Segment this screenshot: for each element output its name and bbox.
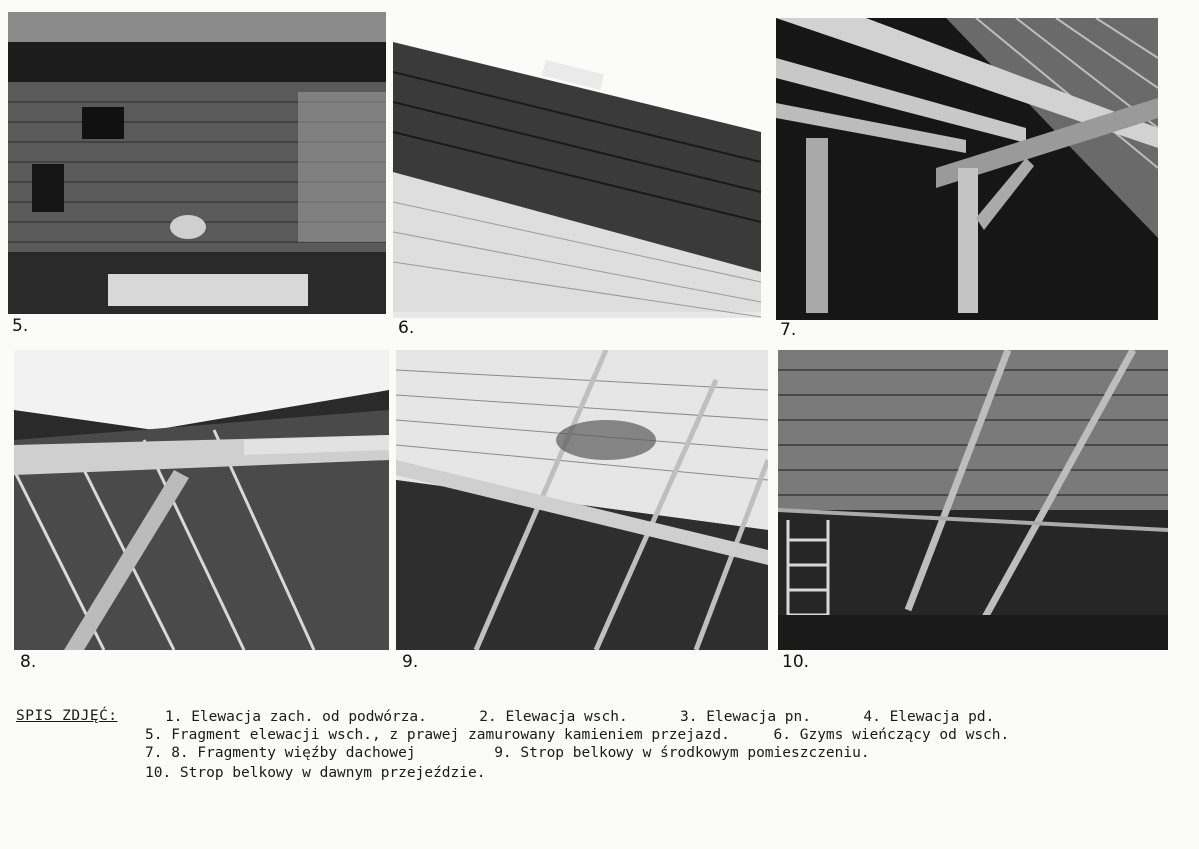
caption-line-4: 10. Strop belkowy w dawnym przejeździe. [145, 765, 486, 781]
photo-10-former-passage-ceiling [778, 350, 1168, 650]
photo-9-beam-ceiling [396, 350, 768, 650]
caption-line-1: 1. Elewacja zach. od podwórza. 2. Elewacja wsch. 3. Elewacja pn. 4. Elewacja pd. [165, 709, 995, 725]
photo-number-5: 5. [12, 316, 29, 336]
photo-number-10: 10. [782, 652, 810, 672]
photo-number-8: 8. [20, 652, 37, 672]
caption-line-3: 7. 8. Fragmenty więźby dachowej 9. Strop belkowy w środkowym pomieszczeniu. [145, 745, 870, 761]
photo-list-title: SPIS ZDJĘĆ: [16, 708, 118, 724]
photo-6-cornice [393, 12, 761, 318]
photo-7-roof-truss [776, 18, 1158, 320]
photo-number-6: 6. [398, 318, 415, 338]
photo-8-rafters [14, 350, 389, 650]
caption-line-2: 5. Fragment elewacji wsch., z prawej zamurowany kamieniem przejazd. 6. Gzyms wieńczący od wsch. [145, 727, 1010, 743]
photo-number-7: 7. [780, 320, 797, 340]
photo-5-east-elevation [8, 12, 386, 314]
photo-number-9: 9. [402, 652, 419, 672]
